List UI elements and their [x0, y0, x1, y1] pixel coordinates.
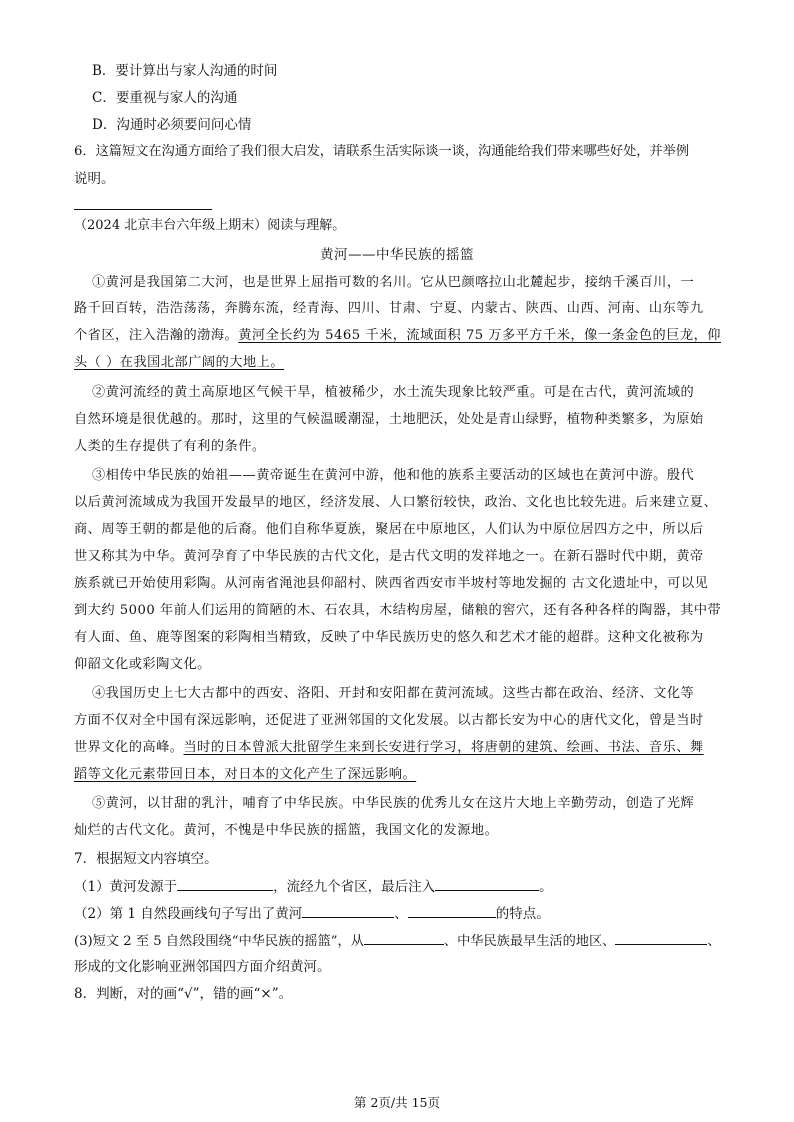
question-7-stem: 7．根据短文内容填空。 — [74, 851, 218, 867]
question-8-stem: 8．判断，对的画“√”，错的画“×”。 — [74, 986, 293, 1002]
p3-line1: ③相传中华民族的始祖——黄帝诞生在黄河中游，他和他的族系主要活动的区域也在黄河中游。殷代 — [92, 468, 695, 483]
option-c: C．要重视与家人的沟通 — [92, 90, 238, 106]
question-7-1 — [74, 876, 553, 897]
p5-line2: 灿烂的古代文化。黄河，不愧是中华民族的摇篮，我国文化的发源地。 — [74, 823, 499, 838]
question-7-3 — [74, 930, 721, 952]
answer-blank[interactable] — [302, 903, 394, 918]
answer-blank[interactable] — [364, 930, 444, 945]
article-title: 黄河——中华民族的摇篮 — [320, 247, 474, 263]
p4-line2: 方面不仅对全中国有深远影响，还促进了亚洲邻国的文化发展。以古都长安为中心的唐代文化，曾是当时 — [74, 713, 704, 728]
p4-line1: ④我国历史上七大古都中的西安、洛阳、开封和安阳都在黄河流域。这些古都在政治、经济、文化等 — [92, 686, 695, 701]
q7-2-text-b: 、 — [394, 906, 408, 922]
q7-2-text-a: （2）第 1 自然段画线句子写出了黄河 — [74, 906, 303, 922]
q7-1-text-b: ，流经九个省区，最后注入 — [273, 879, 436, 895]
p4-line3-plain: 世界文化的高峰。 — [74, 740, 184, 755]
p3-line3: 商、周等王朝的都是他的后裔。他们自称华夏族，聚居在中原地区，人们认为中原位居四方之中，所以后 — [74, 522, 704, 537]
option-d: D．沟通时必须要问问心情 — [92, 117, 252, 133]
divider-rule — [74, 209, 212, 210]
p4-line3 — [74, 738, 704, 758]
question-7-2 — [74, 903, 550, 924]
page-number: 第 2页/共 15页 — [353, 1095, 441, 1110]
source-note: （2024 北京丰台六年级上期末）阅读与理解。 — [74, 218, 346, 233]
question-7-3-cont: 形成的文化影响亚洲邻国四方面介绍黄河。 — [74, 959, 331, 975]
p3-line8: 仰韶文化或彩陶文化。 — [74, 657, 211, 672]
p1-line4: 头（ ）在我国北部广阔的大地上。 — [74, 355, 285, 370]
p3-line7: 有人面、鱼、鹿等图案的彩陶相当精致，反映了中华民族历史的悠久和艺术才能的超群。这种文化被称为 — [74, 630, 704, 645]
p5-line1: ⑤黄河，以甘甜的乳汁，哺育了中华民族。中华民族的优秀儿女在这片大地上辛勤劳动，创造了光辉 — [92, 796, 695, 811]
q7-1-text-c: 。 — [539, 879, 553, 895]
question-6-line1: 6．这篇短文在沟通方面给了我们很大启发，请联系生活实际谈一谈，沟通能给我们带来哪些好处，并举例 — [74, 144, 690, 159]
p1-line3-plain: 个省区，注入浩瀚的渤海。 — [74, 328, 239, 343]
underlined-sentence-2: 当时的日本曾派大批留学生来到长安进行学习，将唐朝的建筑、绘画、书法、音乐、舞 — [183, 740, 704, 755]
p4-line4: 蹈等文化元素带回日本，对日本的文化产生了深远影响。 — [74, 767, 417, 782]
p2-line3: 人类的生存提供了有利的条件。 — [74, 439, 266, 454]
p2-line1: ②黄河流经的黄土高原地区气候干旱，植被稀少，水土流失现象比较严重。可是在古代，黄河流域的 — [92, 385, 695, 400]
p3-line4: 世又称其为中华。黄河孕育了中华民族的古代文化，是古代文明的发祥地之一。在新石器时代中期，黄帝 — [74, 549, 704, 564]
p2-line2: 自然环境是很优越的。那时，这里的气候温暖潮湿，土地肥沃，处处是青山绿野，植物种类繁多，为原始 — [74, 412, 704, 427]
answer-blank[interactable] — [408, 903, 496, 918]
q7-3-text-c: 、 — [707, 934, 721, 949]
question-6-line2: 说明。 — [74, 171, 115, 187]
q7-3-text-b: 、中华民族最早生活的地区、 — [443, 934, 616, 949]
p1-line2: 路千回百转，浩浩荡荡，奔腾东流，经青海、四川、甘肃、宁夏、内蒙古、陕西、山西、河南、山东等九 — [74, 301, 704, 316]
q7-3-text-a: (3)短文 2 至 5 自然段围绕“中华民族的摇篮”，从 — [74, 934, 364, 949]
p1-line1: ①黄河是我国第二大河，也是世界上屈指可数的名川。它从巴颜喀拉山北麓起步，接纳千溪百川，一 — [92, 275, 695, 290]
q7-2-text-c: 的特点。 — [495, 906, 550, 922]
p3-line5: 族系就已开始使用彩陶。从河南省渑池县仰韶村、陕西省西安市半坡村等地发掘的 古文化遗址中，可以见 — [74, 576, 709, 591]
answer-blank[interactable] — [435, 876, 539, 891]
answer-blank[interactable] — [615, 930, 707, 945]
p3-line2: 以后黄河流域成为我国开发最早的地区，经济发展、人口繁衍较快，政治、文化也比较先进。后来建立夏、 — [74, 495, 718, 510]
p3-line6: 到大约 5000 年前人们运用的简陋的木、石农具，木结构房屋，储粮的窖穴，还有各种各样的陶器，其中带 — [74, 603, 722, 618]
p1-line3 — [74, 326, 721, 346]
underlined-sentence: 黄河全长约为 5465 千米，流域面积 75 万多平方千米，像一条金色的巨龙，仰 — [238, 328, 721, 343]
option-b: B．要计算出与家人沟通的时间 — [92, 63, 278, 79]
answer-blank[interactable] — [177, 876, 273, 891]
q7-1-text-a: （1）黄河发源于 — [74, 879, 178, 895]
